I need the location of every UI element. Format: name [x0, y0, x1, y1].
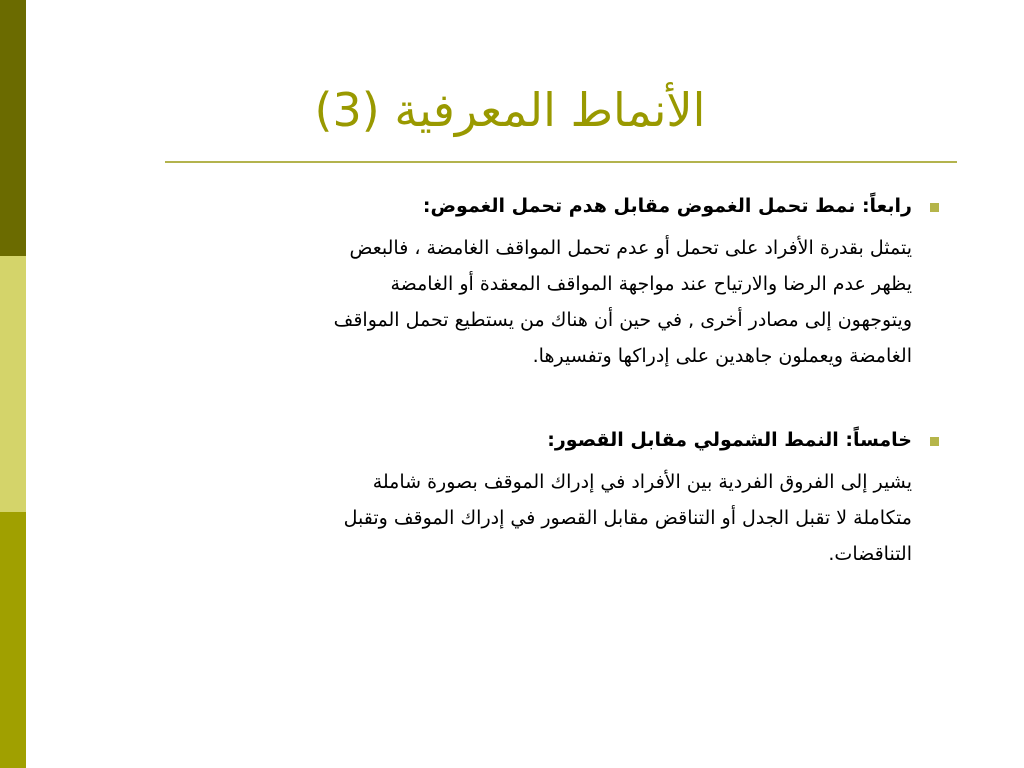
- body-line: يظهر عدم الرضا والارتياح عند مواجهة المواقف المعقدة أو الغامضة: [390, 273, 912, 295]
- body-line: يشير إلى الفروق الفردية بين الأفراد في إدراك الموقف بصورة شاملة: [372, 471, 912, 493]
- body-line: يتمثل بقدرة الأفراد على تحمل أو عدم تحمل المواقف الغامضة ، فالبعض: [349, 237, 912, 259]
- body-line: التناقضات.: [828, 543, 912, 565]
- section-heading-row: [62, 420, 912, 460]
- body-line: متكاملة لا تقبل الجدل أو التناقض مقابل القصور في إدراك الموقف وتقبل: [343, 507, 912, 529]
- body-line: ويتوجهون إلى مصادر أخرى , في حين أن هناك من يستطيع تحمل المواقف: [333, 309, 912, 331]
- side-bar-top: [0, 0, 26, 256]
- section-heading-row: [62, 186, 912, 226]
- square-bullet-icon: [930, 437, 939, 446]
- section-heading: خامساً: النمط الشمولي مقابل القصور:: [547, 429, 912, 451]
- slide-content: [62, 186, 912, 584]
- section-body: [62, 460, 912, 584]
- side-bar-middle: [0, 256, 26, 512]
- slide-title: الأنماط المعرفية (3): [314, 83, 706, 137]
- section-body: [62, 226, 912, 410]
- body-line: الغامضة ويعملون جاهدين على إدراكها وتفسيرها.: [532, 345, 912, 367]
- section-heading: رابعاً: نمط تحمل الغموض مقابل هدم تحمل الغموض:: [422, 195, 912, 217]
- title-divider: [165, 161, 957, 163]
- square-bullet-icon: [930, 203, 939, 212]
- side-bar-bottom: [0, 512, 26, 768]
